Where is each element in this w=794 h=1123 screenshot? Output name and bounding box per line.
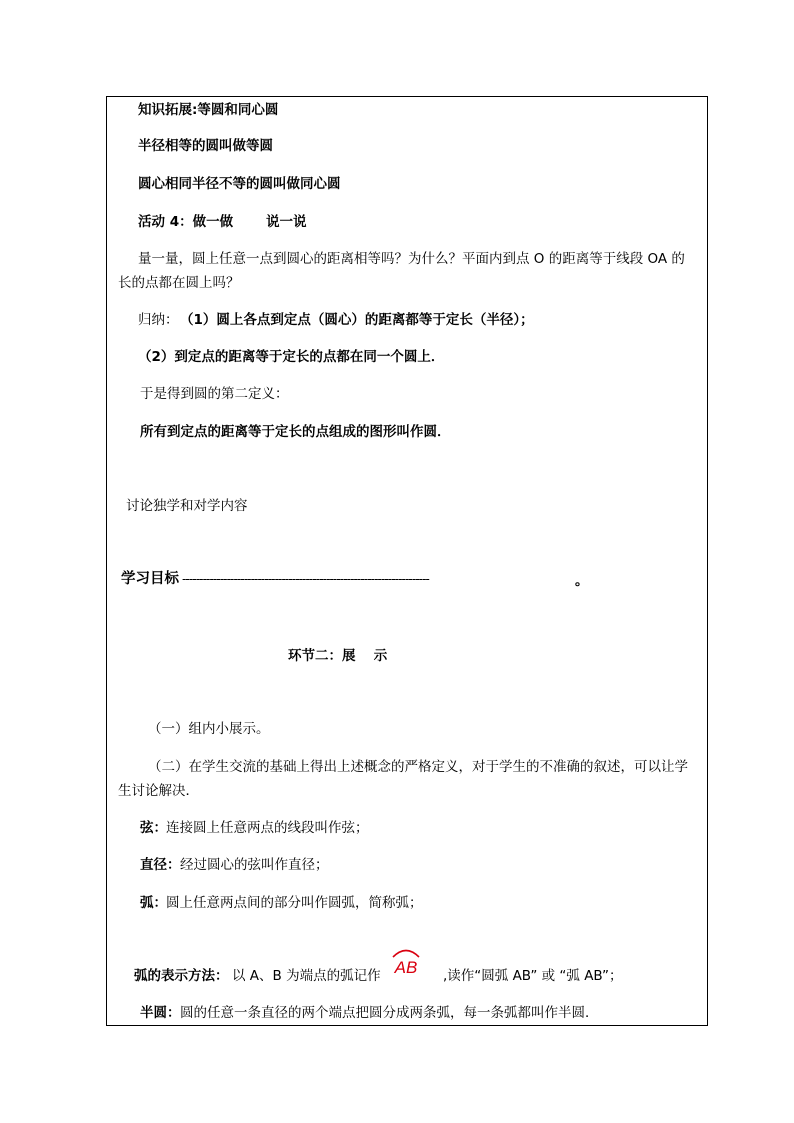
section-two-heading: 环节二：展 示	[288, 648, 388, 664]
semicircle-label: 半圆：	[140, 1005, 181, 1021]
question-line-1: 量一量，圆上任意一点到圆心的距离相等吗？为什么？平面内到点 O 的距离等于线段 OA 的	[138, 251, 685, 267]
learning-goal-dashes: ------------------------------------------------------------------------	[182, 572, 429, 586]
equal-circles-definition: 半径相等的圆叫做等圆	[138, 138, 273, 154]
arc-notation-label: 弧的表示方法：	[134, 968, 229, 984]
chord-definition: 连接圆上任意两点的线段叫作弦；	[166, 820, 369, 836]
arc-reading-text: ,读作“圆弧 AB” 或 “弧 AB”；	[443, 968, 623, 984]
arc-symbol-text: AB	[394, 958, 418, 976]
activity-4-say: 说一说	[266, 214, 307, 230]
arc-notation-text: 以 A、B 为端点的弧记作	[232, 968, 381, 984]
learning-goal-period: 。	[575, 573, 589, 589]
semicircle-definition: 圆的任意一条直径的两个端点把圆分成两条弧，每一条弧都叫作半圆．	[180, 1005, 599, 1021]
summary-label: 归纳：	[138, 312, 179, 328]
content-table-cell	[106, 96, 708, 1026]
summary-point-1: （1）圆上各点到定点（圆心）的距离都等于定长（半径）；	[180, 312, 534, 328]
activity-4-title: 活动 4：做一做	[138, 214, 234, 230]
discussion-topic: 讨论独学和对学内容	[126, 498, 248, 514]
chord-label: 弦：	[140, 820, 167, 836]
definition-intro-line-2: 生讨论解决．	[118, 783, 199, 799]
knowledge-extension-heading: 知识拓展:等圆和同心圆	[138, 102, 279, 118]
group-display: （一）组内小展示。	[148, 721, 270, 737]
arc-over-letters-icon	[389, 946, 423, 976]
question-line-2: 长的点都在圆上吗？	[118, 275, 240, 291]
diameter-label: 直径：	[140, 857, 181, 873]
arc-definition: 圆上任意两点间的部分叫作圆弧，简称弧；	[166, 895, 423, 911]
second-definition-intro: 于是得到圆的第二定义：	[140, 386, 289, 402]
summary-point-2: （2）到定点的距离等于定长的点都在同一个圆上．	[138, 349, 445, 365]
learning-goal-label: 学习目标	[121, 571, 179, 587]
definition-intro-line-1: （二）在学生交流的基础上得出上述概念的严格定义，对于学生的不准确的叙述，可以让学	[148, 759, 688, 775]
second-definition: 所有到定点的距离等于定长的点组成的图形叫作圆．	[140, 424, 451, 440]
concentric-circles-definition: 圆心相同半径不等的圆叫做同心圆	[138, 176, 341, 192]
diameter-definition: 经过圆心的弦叫作直径；	[180, 857, 329, 873]
arc-label: 弧：	[140, 895, 167, 911]
